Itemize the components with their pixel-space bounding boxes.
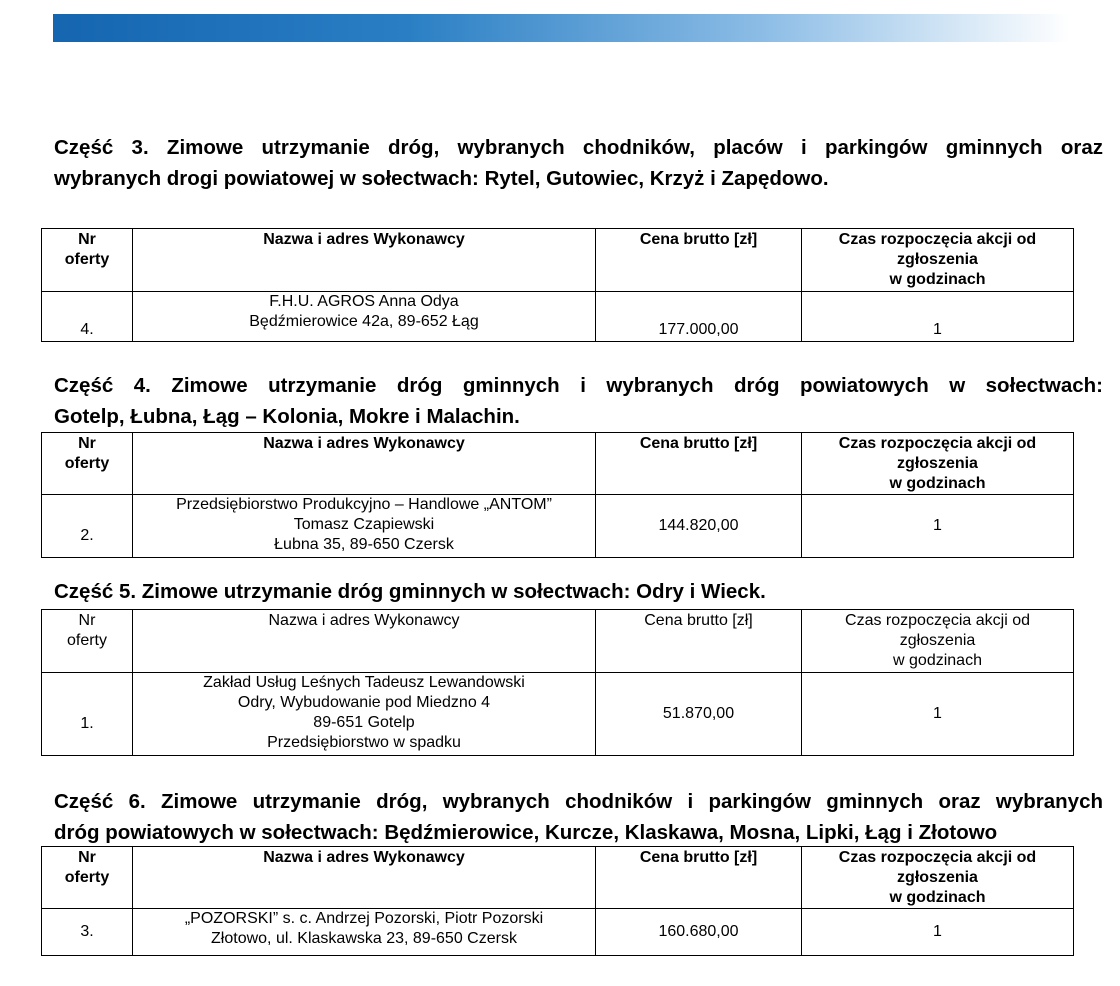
section-3-title-line-1: Część 3. Zimowe utrzymanie dróg, wybranych chodników, placów i parkingów gminnych oraz — [54, 136, 1103, 159]
gross-price: 160.680,00 — [596, 909, 802, 956]
section-6-table — [41, 846, 1074, 956]
contractor-line: „POZORSKI” s. c. Andrzej Pozorski, Piotr Pozorski — [184, 910, 544, 927]
start-time-hours: 1 — [802, 292, 1074, 342]
contractor-line: Zakład Usług Leśnych Tadeusz Lewandowski — [203, 674, 525, 691]
contractor-line: Złotowo, ul. Klaskawska 23, 89-650 Czersk — [211, 930, 517, 947]
column-header-name: Nazwa i adres Wykonawcy — [133, 229, 596, 292]
contractor-name — [133, 495, 596, 558]
offer-number: 3. — [42, 909, 133, 956]
section-4-title-line-2: Gotelp, Łubna, Łąg – Kolonia, Mokre i Malachin. — [54, 405, 520, 428]
column-header-time: Czas rozpoczęcia akcji od zgłoszenia w godzinach — [802, 610, 1074, 673]
table-row — [42, 292, 1074, 342]
start-time-hours: 1 — [802, 495, 1074, 558]
column-header-name: Nazwa i adres Wykonawcy — [133, 847, 596, 909]
gross-price: 51.870,00 — [596, 673, 802, 756]
column-header-nr: Nr oferty — [42, 610, 133, 673]
column-header-nr: Nr oferty — [42, 847, 133, 909]
table-header-row — [42, 433, 1074, 495]
section-6-title-line-1: Część 6. Zimowe utrzymanie dróg, wybranych chodników i parkingów gminnych oraz wybranych — [54, 790, 1103, 813]
section-3-title — [54, 132, 1103, 194]
column-header-price: Cena brutto [zł] — [596, 847, 802, 909]
table-row — [42, 673, 1074, 756]
section-3-title-line-2: wybranych drogi powiatowej w sołectwach: Rytel, Gutowiec, Krzyż i Zapędowo. — [54, 167, 829, 190]
section-6-title-line-2: dróg powiatowych w sołectwach: Będźmierowice, Kurcze, Klaskawa, Mosna, Lipki, Łąg i Złotowo — [54, 821, 998, 844]
contractor-name — [133, 673, 596, 756]
section-4-title — [54, 370, 1103, 432]
column-header-price: Cena brutto [zł] — [596, 433, 802, 495]
column-header-price: Cena brutto [zł] — [596, 229, 802, 292]
offer-number: 2. — [42, 495, 133, 558]
column-header-time: Czas rozpoczęcia akcji od zgłoszenia w godzinach — [802, 847, 1074, 909]
contractor-name — [133, 292, 596, 342]
section-4-table — [41, 432, 1074, 558]
table-header-row — [42, 610, 1074, 673]
contractor-name — [133, 909, 596, 956]
start-time-hours: 1 — [802, 673, 1074, 756]
contractor-line: 89-651 Gotelp — [313, 714, 415, 731]
contractor-line: Przedsiębiorstwo w spadku — [267, 734, 461, 751]
section-5-title — [54, 576, 1103, 607]
header-gradient-bar — [53, 14, 1070, 42]
section-4-title-line-1: Część 4. Zimowe utrzymanie dróg gminnych i wybranych dróg powiatowych w sołectwach: — [54, 374, 1103, 397]
column-header-name: Nazwa i adres Wykonawcy — [133, 433, 596, 495]
table-header-row — [42, 229, 1074, 292]
table-row — [42, 495, 1074, 558]
column-header-name: Nazwa i adres Wykonawcy — [133, 610, 596, 673]
contractor-line: Odry, Wybudowanie pod Miedzno 4 — [237, 694, 491, 711]
section-6-title — [54, 786, 1103, 848]
section-5-title-line-1: Część 5. Zimowe utrzymanie dróg gminnych w sołectwach: Odry i Wieck. — [54, 580, 766, 603]
column-header-nr — [42, 229, 133, 292]
start-time-hours: 1 — [802, 909, 1074, 956]
contractor-line: Tomasz Czapiewski — [293, 516, 435, 533]
contractor-line: Łubna 35, 89-650 Czersk — [274, 536, 454, 553]
table-header-row — [42, 847, 1074, 909]
section-5-table — [41, 609, 1074, 756]
table-row — [42, 909, 1074, 956]
offer-number: 4. — [42, 292, 133, 342]
column-header-time: Czas rozpoczęcia akcji od zgłoszenia w godzinach — [802, 433, 1074, 495]
contractor-line: F.H.U. AGROS Anna Odya — [269, 293, 459, 310]
gross-price: 144.820,00 — [596, 495, 802, 558]
section-3-table — [41, 228, 1074, 342]
nr-label: Nr oferty — [64, 231, 110, 268]
contractor-line: Będźmierowice 42a, 89-652 Łąg — [249, 313, 479, 330]
contractor-line: Przedsiębiorstwo Produkcyjno – Handlowe „ANTOM” — [176, 496, 552, 513]
column-header-nr: Nr oferty — [42, 433, 133, 495]
column-header-price: Cena brutto [zł] — [596, 610, 802, 673]
offer-number: 1. — [42, 673, 133, 756]
column-header-time: Czas rozpoczęcia akcji od zgłoszenia w godzinach — [802, 229, 1074, 292]
gross-price: 177.000,00 — [596, 292, 802, 342]
